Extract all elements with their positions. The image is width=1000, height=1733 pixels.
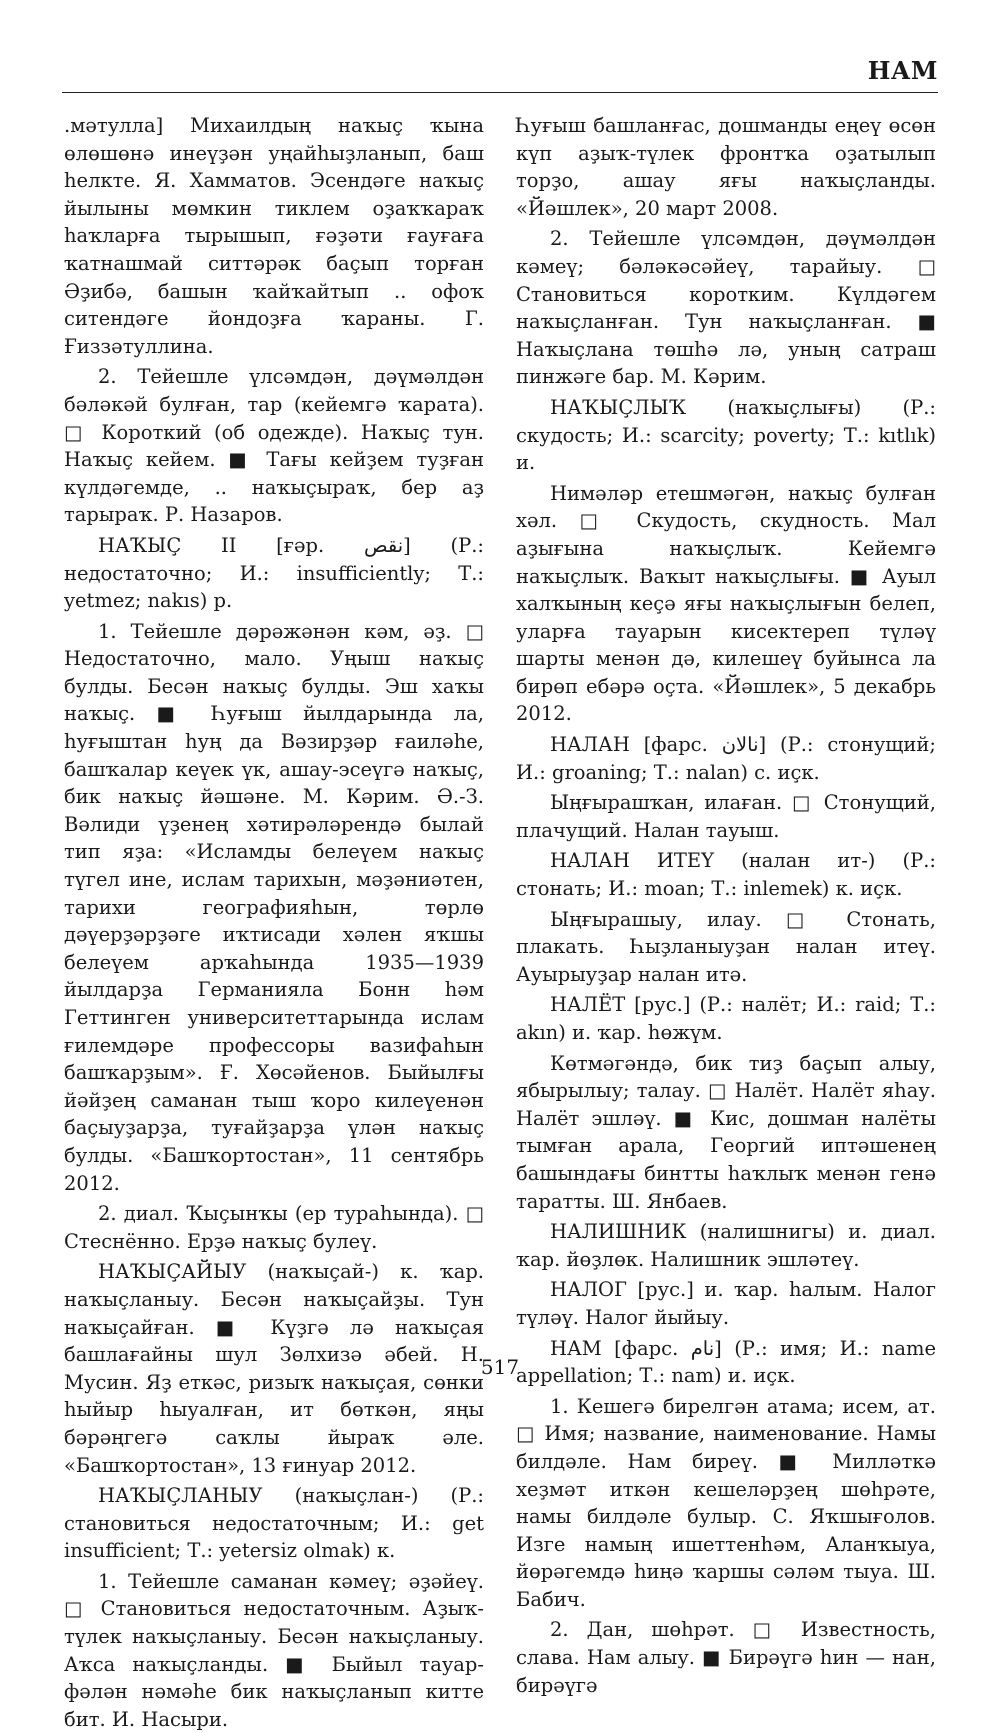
running-head: НАМ: [867, 56, 938, 85]
entry-paragraph: 1. Тейешле дәрәжәнән кәм, әҙ. □ Недостаточно, мало. Уңыш наҡыҫ булды. Бесән наҡыҫ булды. Эш хаҡы наҡыҫ. ■ Һуғыш йылдарында ла, һуғыштан һуң да Вәзирҙәр ғаиләһе, башҡалар кеүек үк, ашау-эсеүгә наҡыҫ, бик наҡыҫ йәшәне. М. Кәрим. Ә.-З. Вәлиди үҙенең хәтирәләрендә былай тип яҙа: «Исламды белеүем наҡыҫ түгел ине, ислам тарихын, мәҙәниәтен, тарихи географияһын, төрлө дәүерҙәрҙәге иҡтисади хәлен яҡшы белеүем арҡаһында 1935—1939 йылдарҙа Германияла Бонн һәм Геттинген университеттарында ислам ғилемдәре профессоры вазифаһын башҡарҙым». Ғ. Хөсәйенов. Быйылғы йәйҙең саманан тыш ҡоро килеүенән баҫыуҙарҙа, туғайҙарҙа үлән наҡыҫ булды. «Башҡортостан», 11 сентябрь 2012.: [64, 619, 484, 1195]
entry-paragraph: 2. Дан, шөһрәт. □ Известность, слава. Нам алыу. ■ Бирәүгә һин — нан, бирәүгә: [516, 1618, 936, 1697]
entry-paragraph: НАҠЫҪЛЫҠ (наҡыҫлығы) (Р.: скудость; И.: scarcity; poverty; Т.: kıtlık) и.: [516, 395, 936, 475]
entry-paragraph: НАҠЫҪЛАНЫУ (наҡыҫлан-) (Р.: становиться недостаточным; И.: get insufficient; Т.: yetersiz olmak) к.: [64, 1484, 484, 1563]
left-column: [64, 112, 484, 1733]
entry-paragraph: НАЛИШНИК (налишнигы) и. диал. ҡар. йөҙлөк. Налишник эшләтеү.: [516, 1220, 936, 1271]
right-column: [516, 112, 936, 1699]
entry-paragraph: 1. Тейешле саманан кәмеү; әҙәйеү. □ Становиться недостаточным. Аҙыҡ-түлек наҡыҫланыу. Бесән наҡыҫланыу. Аҡса наҡыҫланды. ■ Быйыл тауар-фәлән нәмәһе бик наҡыҫланып китте бит. И. Насыри.: [64, 1569, 484, 1731]
entry-paragraph: 2. Тейешле үлсәмдән, дәүмәлдән кәмеү; бәләкәсәйеү, тарайыу. □ Становиться коротким. Күлдәгем наҡыҫланған. Тун наҡыҫланған. ■ Наҡыҫлана төшһә лә, уның сатраш пинжәге бар. М. Кәрим.: [516, 227, 936, 389]
header-rule: [62, 92, 938, 93]
entry-paragraph: НАЛОГ [рус.] и. ҡар. һалым. Налог түләү. Налог йыйыу.: [516, 1278, 936, 1329]
entry-paragraph: 2. диал. Ҡыҫынҡы (ер тураһында). □ Стеснённо. Ерҙә наҡыҫ булеү.: [64, 1202, 484, 1253]
entry-paragraph: 2. Тейешле үлсәмдән, дәүмәлдән бәләкәй булған, тар (кейемгә ҡарата). □ Короткий (об одежде). Наҡыҫ тун. Наҡыҫ кейем. ■ Тағы кейҙем туҙған күлдәгемде, .. наҡыҫыраҡ, бер аҙ тарыраҡ. Р. Назаров.: [64, 365, 484, 527]
entry-paragraph: НАҠЫҪ II [ғәр. نقص] (Р.: недостаточно; И.: insufficiently; Т.: yetmez; nakıs) р.: [64, 533, 484, 613]
page-number: 517: [480, 1355, 520, 1379]
entry-paragraph: НАМ [фарс. نام] (Р.: имя; И.: name appellation; Т.: nam) и. иҫк.: [516, 1336, 936, 1388]
entry-paragraph: НАЛАН [фарс. نالان] (Р.: стонущий; И.: groaning; Т.: nalan) с. иҫк.: [516, 733, 936, 784]
entry-paragraph: Ыңғырашҡан, илаған. □ Стонущий, плачущий. Налан тауыш.: [516, 791, 936, 842]
entry-paragraph: .мәтулла] Михаилдың наҡыҫ ҡына өлөшөнә инеүҙән уңайһыҙланып, баш һелкте. Я. Хамматов. Эсендәге наҡыҫ йылыны мөмкин тиклем оҙаҡҡараҡ һаҡларға тырышып, ғәҙәти ғауғаға ҡатнашмай ситтәрәк баҫып торған Әҙибә, башын ҡайҡайтып .. офоҡ ситендәге йондоҙға ҡараны. Г. Ғиззәтуллина.: [64, 114, 484, 358]
entry-paragraph: НАҠЫҪАЙЫУ (наҡыҫай-) к. ҡар. наҡыҫланыу. Бесән наҡыҫайҙы. Тун наҡыҫайған. ■ Күҙгә лә наҡыҫая башлағайны шул Зөлхизә әбей. Н. Мусин. Яҙ еткәс, ризыҡ наҡыҫая, сөнки һыйыр һыуалған, ит бөткән, яңы бәрәңгегә саҡлы йыраҡ әле. «Башҡортостан», 13 ғинуар 2012.: [64, 1260, 484, 1477]
entry-paragraph: НАЛАН ИТЕҮ (налан ит-) (Р.: стонать; И.: moan; Т.: inlemek) к. иҫк.: [516, 849, 936, 901]
entry-paragraph: Һуғыш башланғас, дошманды еңеү өсөн күп аҙыҡ-түлек фронтҡа оҙатылып торҙо, ашау яғы наҡыҫланды. «Йәшлек», 20 март 2008.: [516, 114, 936, 220]
entry-paragraph: Нимәләр етешмәгән, наҡыҫ булған хәл. □ Скудость, скудность. Мал аҙығына наҡыҫлыҡ. Кейемгә наҡыҫлыҡ. Ваҡыт наҡыҫлығы. ■ Ауыл халҡының кеҫә яғы наҡыҫлығын белеп, уларға тауарын кисектереп түләү шарты менән дә, килешеү буйынса ла бирөп ебәрә оҫта. «Йәшлек», 5 декабрь 2012.: [516, 481, 936, 726]
entry-paragraph: Ыңғырашыу, илау. □ Стонать, плакать. Һыҙланыуҙан налан итеү. Ауырыуҙар налан итә.: [516, 907, 936, 986]
entry-paragraph: 1. Кешегә бирелгән атама; исем, ат. □ Имя; название, наименование. Намы билдәле. Нам биреү. ■ Милләткә хеҙмәт иткән кешеләрҙең шөһрәте, намы билдәле булыр. С. Яҡшығолов. Изге намың ишеттенһәм, Аланҡыуа, йөрәгемдә һиңә ҡаршы сәләм тыуа. Ш. Бабич.: [516, 1394, 936, 1611]
entry-paragraph: НАЛЁТ [рус.] (Р.: налёт; И.: raid; Т.: akın) и. ҡар. һөжүм.: [516, 993, 936, 1044]
entry-paragraph: Көтмәгәндә, бик тиҙ баҫып алыу, ябырылыу; талау. □ Налёт. Налёт яһау. Налёт эшләү. ■ Кис, дошман налёты тымған арала, Георгий иптәшенең башындағы бинтты һаҡлыҡ менән генә таратты. Ш. Янбаев.: [516, 1051, 936, 1213]
